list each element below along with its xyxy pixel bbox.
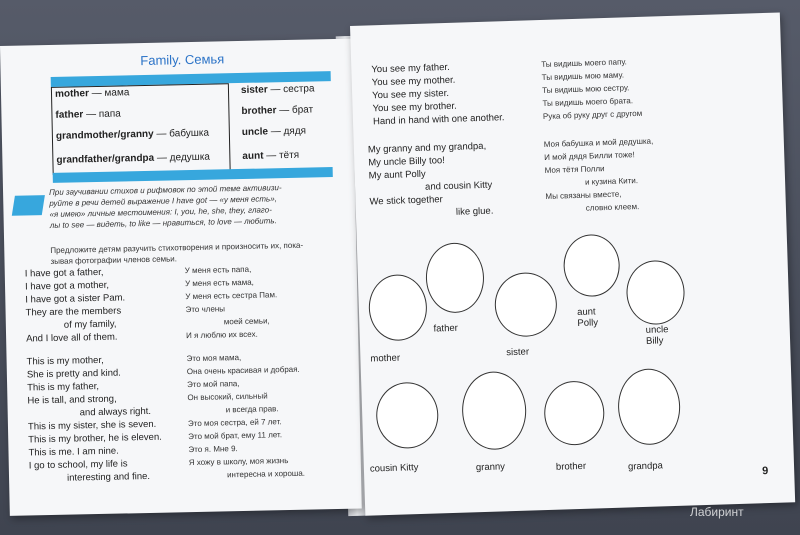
poem-line: У меня есть мама, xyxy=(184,277,254,289)
vocab-brother: brother — брат xyxy=(241,104,314,117)
aunt-face-icon xyxy=(563,234,621,298)
picture-label: uncle Billy xyxy=(645,324,669,347)
intro-line: Предложите детям разучить стихотворения и произносить их, пока- xyxy=(50,240,304,255)
poem-line: This is my sister, she is seven. xyxy=(27,418,157,433)
poem-line: Я хожу в школу, моя жизнь xyxy=(188,456,289,468)
poem-line: I have got a mother, xyxy=(24,279,110,293)
vocab-mother: mother — мама xyxy=(54,87,130,100)
page-number: 9 xyxy=(762,465,769,478)
picture-label: granny xyxy=(475,461,506,474)
rhyme-line: Мы связаны вместе, xyxy=(545,189,622,201)
poem-line: Он высокий, сильный xyxy=(187,391,268,403)
poem-english xyxy=(25,264,180,485)
grandpa-face-icon xyxy=(617,368,681,446)
picture-label: brother xyxy=(555,460,587,473)
poem-line: This is me. I am nine. xyxy=(28,445,119,459)
father-face-icon xyxy=(425,242,485,314)
vocab-sister: sister — сестра xyxy=(240,83,315,96)
poem-line: Это моя сестра, ей 7 лет. xyxy=(187,417,282,429)
rhyme-line: Рука об руку друг с другом xyxy=(542,108,643,121)
picture-label: cousin Kitty xyxy=(369,462,419,475)
left-page xyxy=(0,39,362,516)
poem-line: У меня есть сестра Пам. xyxy=(185,290,278,302)
family-pictures xyxy=(356,202,794,485)
rhyme-russian xyxy=(541,55,642,123)
mother-face-icon xyxy=(368,274,428,342)
poem-line: and always right. xyxy=(79,405,152,419)
poem-line: This is my brother, he is eleven. xyxy=(28,431,162,446)
right-page xyxy=(350,12,795,515)
rhyme-line: and cousin Kitty xyxy=(424,179,493,193)
rhyme-line: И мой дядя Билли тоже! xyxy=(544,150,635,162)
rhyme-line: Hand in hand with one another. xyxy=(372,112,505,128)
rhyme-line: Ты видишь моего папу. xyxy=(541,57,627,70)
granny-face-icon xyxy=(461,371,527,451)
poem-line: и всегда прав. xyxy=(225,404,279,415)
intro-line: зывая фотографии членов семьи. xyxy=(50,254,178,266)
poem-line: He is tall, and strong, xyxy=(27,393,117,407)
vocab-father: father — папа xyxy=(55,108,121,121)
poem-line: интересна и хороша. xyxy=(226,468,306,480)
rhyme2-russian xyxy=(544,135,656,216)
rhyme-line: You see my father. xyxy=(371,61,450,76)
rhyme-line: Ты видишь мою маму. xyxy=(541,70,625,83)
poem-line: У меня есть папа, xyxy=(184,264,252,276)
rhyme-line: Ты видишь моего брата. xyxy=(542,96,634,108)
poem-line: Это мой папа, xyxy=(187,379,240,390)
uncle-face-icon xyxy=(626,260,686,326)
poem-line: I go to school, my life is xyxy=(28,458,128,472)
poem-line: of my family, xyxy=(63,318,117,331)
hint-line: руйте в речи детей выражение I have got — «у меня есть», xyxy=(49,194,277,209)
rhyme-line: и кузина Кити. xyxy=(584,176,639,187)
brother-face-icon xyxy=(543,380,605,446)
poem-line: I have got a father, xyxy=(24,266,104,280)
teacher-hint xyxy=(49,181,334,231)
poem-line: I have got a sister Pam. xyxy=(25,292,126,306)
poem-russian xyxy=(185,261,340,482)
poem-line: Это члены xyxy=(185,304,226,315)
rhyme-line: Ты видишь мою сестру. xyxy=(541,83,630,95)
vocabulary-box xyxy=(45,69,335,185)
rhyme-line: словно клеем. xyxy=(585,202,640,213)
cousin-face-icon xyxy=(375,381,439,449)
vocab-uncle: uncle — дядя xyxy=(241,125,307,138)
poem-line: Она очень красивая и добрая. xyxy=(186,364,300,377)
poem-line: This is my father, xyxy=(27,381,100,394)
vocab-grandfather: grandfather/grandpa — дедушка xyxy=(56,151,211,166)
vocab-grandmother: grandmother/granny — бабушка xyxy=(55,127,210,142)
rhyme-line: Моя бабушка и мой дедушка, xyxy=(543,136,654,149)
picture-label: aunt Polly xyxy=(576,306,599,329)
hint-line: При заучивании стихов и рифмовок по этой теме активизи- xyxy=(48,183,282,198)
poem-line: And I love all of them. xyxy=(26,331,118,345)
sister-face-icon xyxy=(494,272,558,338)
book-icon xyxy=(12,195,45,216)
rhyme-line: Моя тётя Полли xyxy=(544,164,605,175)
poem-line: interesting and fine. xyxy=(66,470,151,484)
poem-line: Это моя мама, xyxy=(186,353,242,364)
poem-line: Это я. Мне 9. xyxy=(188,444,238,455)
poem-line: И я люблю их всех. xyxy=(186,329,258,341)
hint-line: «я имею» личные местоимения: I, you, he, she, they, глаго- xyxy=(49,205,272,219)
poem-line: This is my mother, xyxy=(26,354,104,368)
poem-line: моей семьи, xyxy=(223,316,270,327)
vocab-aunt: aunt — тётя xyxy=(242,149,300,162)
rhyme-line: My granny and my grandpa, xyxy=(367,140,487,156)
rhyme-line: My aunt Polly xyxy=(368,168,426,182)
rhyme-english xyxy=(371,59,504,128)
rhyme-line: We stick together xyxy=(369,194,443,208)
picture-label: sister xyxy=(506,346,530,359)
hint-line: лы to see — видеть, to like — нравиться, to love — любить. xyxy=(49,216,277,230)
poem-line: They are the members xyxy=(25,305,122,319)
picture-label: grandpa xyxy=(627,460,664,473)
poem-line: She is pretty and kind. xyxy=(26,367,121,381)
rhyme-line: like glue. xyxy=(455,205,494,218)
rhyme-line: You see my brother. xyxy=(372,100,457,115)
watermark: Лабиринт xyxy=(690,505,744,519)
rhyme-line: My uncle Billy too! xyxy=(368,155,446,169)
picture-label: father xyxy=(433,322,459,335)
picture-label: mother xyxy=(370,352,401,365)
poem-line: Это мой брат, ему 11 лет. xyxy=(188,430,283,442)
rhyme2-english xyxy=(368,140,494,222)
rhyme-line: You see my sister. xyxy=(372,87,450,102)
page-title: Family. Семья xyxy=(140,51,225,69)
rhyme-line: You see my mother. xyxy=(371,74,456,89)
